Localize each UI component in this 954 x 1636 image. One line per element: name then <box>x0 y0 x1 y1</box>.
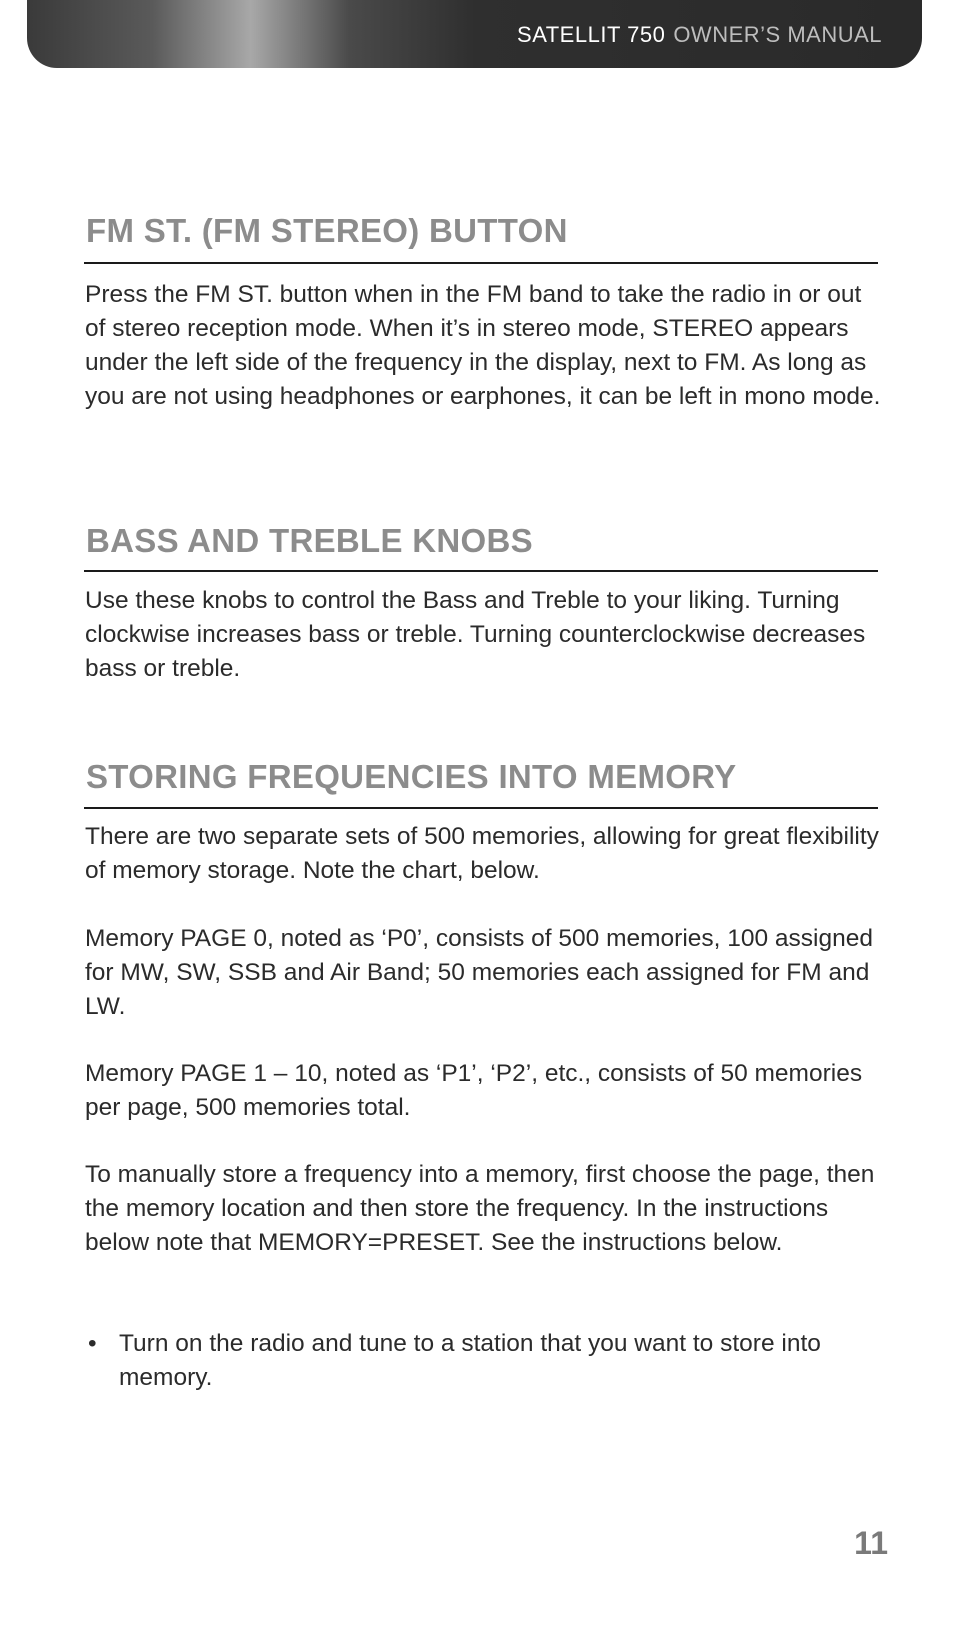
bullet-text: Turn on the radio and tune to a station that you want to store into memory. <box>119 1330 821 1391</box>
section-divider <box>84 262 878 264</box>
header-bar <box>27 0 922 68</box>
paragraph: To manually store a frequency into a memory, first choose the page, then the memory location and then store the frequency. In the instructions below note that MEMORY=PRESET. See the instructions below. <box>85 1161 875 1256</box>
paragraph: There are two separate sets of 500 memories, allowing for great flexibility of memory storage. Note the chart, below. <box>85 823 879 884</box>
bullet-icon: • <box>88 1330 97 1357</box>
paragraph: Memory PAGE 1 – 10, noted as ‘P1’, ‘P2’, etc., consists of 50 memories per page, 500 memories total. <box>85 1060 863 1121</box>
page-number: 11 <box>854 1525 888 1561</box>
paragraph: Press the FM ST. button when in the FM band to take the radio in or out of stereo reception mode. When it’s in stereo mode, STEREO appears under the left side of the frequency in the display, next to FM. As long as you are not using headphones or earphones, it can be left in mono mode. <box>85 281 881 410</box>
section-divider <box>84 570 878 572</box>
section-title-storing-frequencies: STORING FREQUENCIES INTO MEMORY <box>86 758 737 795</box>
section-title-fm-stereo: FM ST. (FM STEREO) BUTTON <box>86 212 568 249</box>
section-divider <box>84 807 878 809</box>
header-model: SATELLIT 750 <box>517 22 666 47</box>
section-title-bass-treble: BASS AND TREBLE KNOBS <box>86 522 533 559</box>
header-subtitle: OWNER’S MANUAL <box>673 22 882 47</box>
paragraph: Memory PAGE 0, noted as ‘P0’, consists of 500 memories, 100 assigned for MW, SW, SSB and Air Band; 50 memories each assigned for FM and LW. <box>85 925 874 1020</box>
header-title <box>517 22 882 48</box>
paragraph: Use these knobs to control the Bass and Treble to your liking. Turning clockwise increases bass or treble. Turning counterclockwise decreases bass or treble. <box>85 587 866 682</box>
